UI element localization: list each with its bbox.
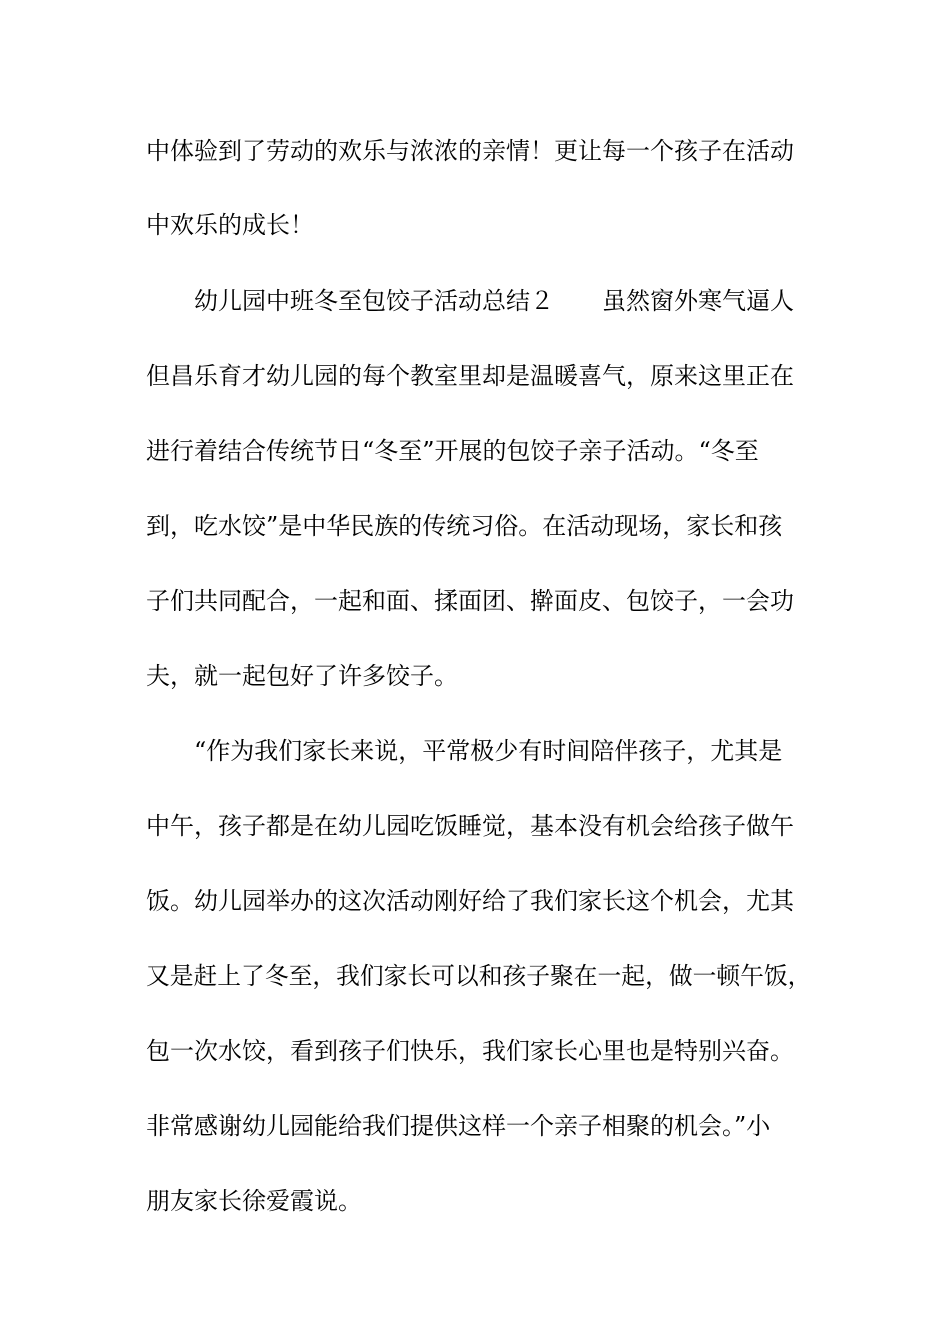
text-line: “作为我们家长来说，平常极少有时间陪伴孩子，尤其是 (194, 737, 783, 765)
text-line: 夫，就一起包好了许多饺子。 (146, 662, 458, 690)
text-line: 朋友家长徐爱霞说。 (146, 1187, 362, 1215)
text-line: 中午，孩子都是在幼儿园吃饭睡觉，基本没有机会给孩子做午 (146, 812, 794, 840)
text-line: 到，吃水饺”是中华民族的传统习俗。在活动现场，家长和孩 (146, 512, 783, 540)
text-line: 中欢乐的成长！ (146, 211, 314, 239)
text-line: 包一次水饺，看到孩子们快乐，我们家长心里也是特别兴奋。 (146, 1037, 794, 1065)
paragraph-heading-line: 幼儿园中班冬至包饺子活动总结２ 虽然窗外寒气逼人 (194, 287, 794, 315)
text-line: 饭。幼儿园举办的这次活动刚好给了我们家长这个机会，尤其 (146, 887, 794, 915)
text-line: 中体验到了劳动的欢乐与浓浓的亲情！更让每一个孩子在活动 (146, 137, 794, 165)
text-line: 非常感谢幼儿园能给我们提供这样一个亲子相聚的机会。”小 (146, 1112, 771, 1140)
text-line: 但昌乐育才幼儿园的每个教室里却是温暖喜气，原来这里正在 (146, 362, 794, 390)
text-line: 又是赶上了冬至，我们家长可以和孩子聚在一起，做一顿午饭， (146, 962, 812, 990)
text-line: 进行着结合传统节日“冬至”开展的包饺子亲子活动。“冬至 (146, 437, 759, 465)
text-line: 子们共同配合，一起和面、揉面团、擀面皮、包饺子，一会功 (146, 587, 794, 615)
